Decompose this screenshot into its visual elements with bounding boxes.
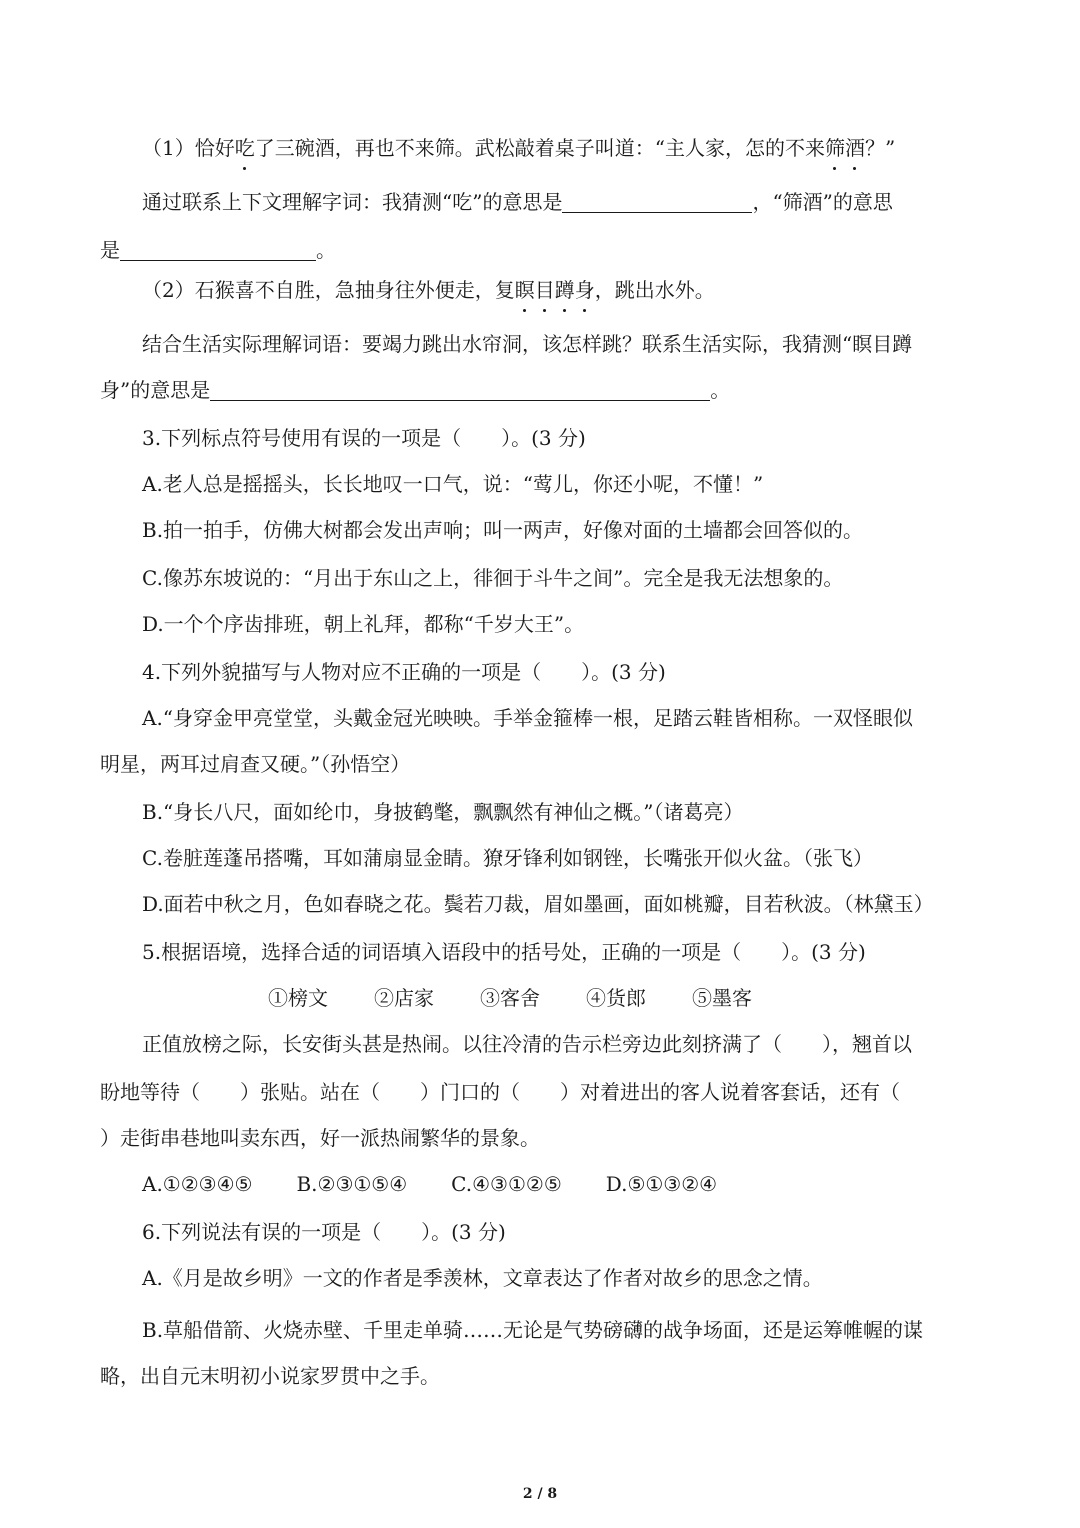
q4-option-c: C.卷脏莲蓬吊搭嘴，耳如蒲扇显金睛。獠牙锋利如钢锉，长嘴张开似火盆。（张飞） xyxy=(142,846,873,870)
q4-stem: 4.下列外貌描写与人物对应不正确的一项是（ ）。(3 分) xyxy=(142,660,666,684)
q3-option-b: B.拍一拍手，仿佛大树都会发出声响；叫一两声，好像对面的土墙都会回答似的。 xyxy=(142,518,864,542)
word-option: ①榜文 xyxy=(268,986,328,1010)
q3-option-c: C.像苏东坡说的：“月出于东山之上，徘徊于斗牛之间”。完全是我无法想象的。 xyxy=(142,566,844,590)
q6-stem: 6.下列说法有误的一项是（ ）。(3 分) xyxy=(142,1220,506,1244)
word-option: ②店家 xyxy=(374,986,434,1010)
answer-option: C.④③①②⑤ xyxy=(451,1172,562,1196)
q5-word-bank xyxy=(268,984,798,1012)
q5-passage-line1: 正值放榜之际，长安街头甚是热闹。以往冷清的告示栏旁边此刻挤满了（ ），翘首以 xyxy=(142,1032,912,1056)
q4-option-d: D.面若中秋之月，色如春晓之花。鬓若刀裁，眉如墨画，面如桃瓣，目若秋波。（林黛玉） xyxy=(142,892,934,916)
emphasis-char: 身 xyxy=(574,278,595,302)
word-option: ⑤墨客 xyxy=(692,986,752,1010)
q2-task-2-line1: 结合生活实际理解词语：要竭力跳出水帘洞，该怎样跳？联系生活实际，我猜测“瞑目蹲 xyxy=(142,332,913,356)
answer-option: B.②③①⑤④ xyxy=(296,1172,408,1196)
answer-blank[interactable] xyxy=(120,240,316,261)
emphasis-char: 酒 xyxy=(844,136,865,160)
page-number: 2 / 8 xyxy=(522,1486,558,1502)
answer-blank[interactable] xyxy=(210,380,710,401)
q2-task-1-line1: 通过联系上下文理解字词：我猜测“吃”的意思是 ，“筛酒”的意思 xyxy=(142,190,893,214)
q2-task-1-line2: 是 。 xyxy=(100,238,336,262)
q4-option-a-line2: 明星，两耳过肩查又硬。”（孙悟空） xyxy=(100,752,411,776)
emphasis-char: 吃 xyxy=(234,136,255,160)
q4-option-a-line1: A.“身穿金甲亮堂堂，头戴金冠光映映。手举金箍棒一根，足踏云鞋皆相称。一双怪眼似 xyxy=(142,706,914,730)
emphasis-char: 蹲 xyxy=(554,278,575,302)
q5-passage-line2: 盼地等待（ ）张贴。站在（ ）门口的（ ）对着进出的客人说着客套话，还有（ xyxy=(100,1080,900,1104)
q6-option-a: A.《月是故乡明》一文的作者是季羡林，文章表达了作者对故乡的思念之情。 xyxy=(142,1266,823,1290)
q5-stem: 5.根据语境，选择合适的词语填入语段中的括号处，正确的一项是（ ）。(3 分) xyxy=(142,940,866,964)
answer-option: A.①②③④⑤ xyxy=(142,1172,253,1196)
answer-blank[interactable] xyxy=(562,192,752,213)
q6-option-b-line1: B.草船借箭、火烧赤壁、千里走单骑……无论是气势磅礴的战争场面，还是运筹帷幄的谋 xyxy=(142,1318,924,1342)
q3-option-a: A.老人总是摇摇头，长长地叹一口气，说：“莺儿，你还小呢，不懂！” xyxy=(142,472,764,496)
q5-answers xyxy=(142,1170,761,1198)
emphasis-char: 瞑 xyxy=(514,278,535,302)
q2-sentence-1: （1）恰好吃了三碗酒，再也不来筛。武松敲着桌子叫道：“主人家，怎的不来筛酒？” xyxy=(142,136,896,160)
q2-task-2-line2: 身”的意思是 。 xyxy=(100,378,731,402)
word-option: ③客舍 xyxy=(480,986,540,1010)
q2-sentence-2: （2）石猴喜不自胜，急抽身往外便走，复瞑目蹲身，跳出水外。 xyxy=(142,278,715,302)
answer-option: D.⑤①③②④ xyxy=(605,1172,718,1196)
word-option: ④货郎 xyxy=(586,986,646,1010)
emphasis-char: 目 xyxy=(534,278,555,302)
q5-passage-line3: ）走街串巷地叫卖东西，好一派热闹繁华的景象。 xyxy=(100,1126,540,1150)
q4-option-b: B.“身长八尺，面如纶巾，身披鹤氅，飘飘然有神仙之概。”（诸葛亮） xyxy=(142,800,744,824)
emphasis-char: 筛 xyxy=(824,136,845,160)
q6-option-b-line2: 略，出自元末明初小说家罗贯中之手。 xyxy=(100,1364,440,1388)
q3-option-d: D.一个个序齿排班，朝上礼拜，都称“千岁大王”。 xyxy=(142,612,585,636)
q3-stem: 3.下列标点符号使用有误的一项是（ ）。(3 分) xyxy=(142,426,586,450)
